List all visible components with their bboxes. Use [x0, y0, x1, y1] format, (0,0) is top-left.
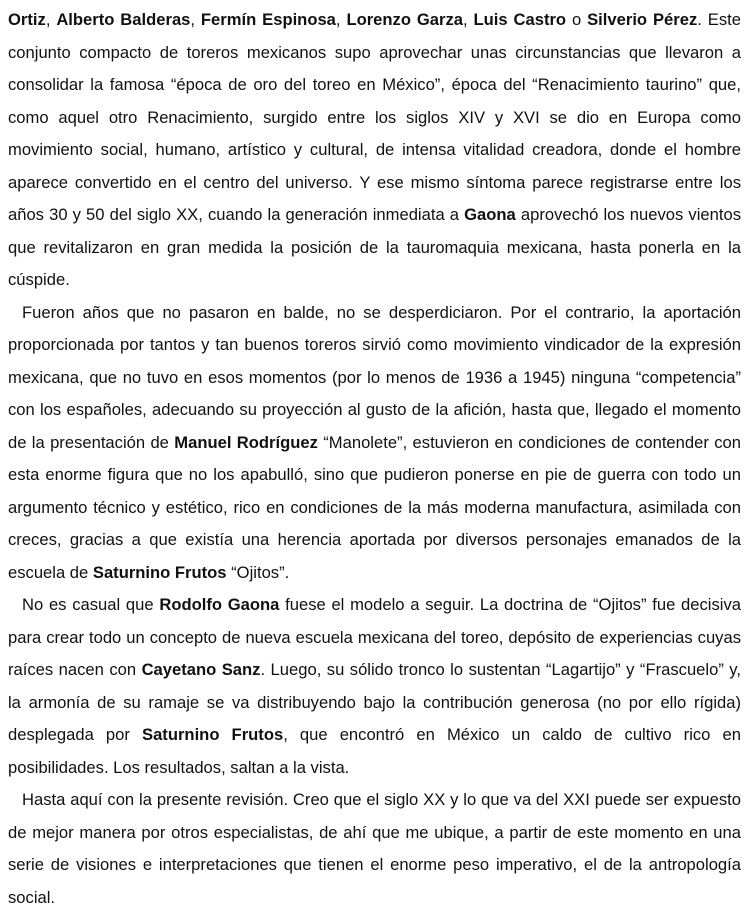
text-run: , — [190, 10, 201, 29]
text-run: “Ojitos”. — [226, 562, 290, 582]
name-alberto-balderas: Alberto Balderas — [56, 10, 191, 29]
text-run: aprovechó los nuevos vientos que revitalizaron en gran medida la posición de la tauromaquia mexicana, hasta ponerla en la cúspide. — [8, 205, 741, 289]
name-fermin-espinosa: Fermín Espinosa — [200, 10, 336, 29]
text-run: , que encontró en México un caldo de cultivo rico en posibilidades. Los resultados, saltan a la vista. — [8, 725, 741, 777]
paragraph-3 — [8, 589, 741, 784]
text-run: Fueron años que no pasaron en balde, no se desperdiciaron. Por el contrario, la aportación proporcionada por tantos y tan buenos toreros sirvió como movimiento vindicador de la expresión mexicana, que no tuvo en esos momentos (por lo menos de 1936 a 1945) ninguna “competencia” con los españoles, adecuando su proyección al gusto de la afición, hasta que, llegado el momento de la presentación de — [8, 302, 741, 452]
name-gaona: Gaona — [464, 205, 516, 224]
text-run: “Manolete”, estuvieron en condiciones de contender con esta enorme figura que no los apabulló, sino que pudieron ponerse en pie de guerra con todo un argumento técnico y estético, rico en condiciones de la más moderna manufactura, asimilada con creces, gracias a que existía una herencia aportada por diversos personajes emanados de la escuela de — [8, 432, 741, 582]
name-cayetano-sanz: Cayetano Sanz — [141, 660, 261, 679]
name-silverio-perez: Silverio Pérez — [587, 10, 698, 29]
text-run: , — [45, 10, 57, 29]
document-page — [8, 4, 741, 914]
text-run: , — [462, 10, 474, 29]
name-luis-castro: Luis Castro — [473, 10, 567, 29]
paragraph-4 — [8, 784, 741, 914]
name-ortiz: Ortiz — [8, 10, 46, 29]
text-run: o — [566, 10, 588, 29]
text-run: No es casual que — [22, 595, 160, 614]
text-run: fuese el modelo a seguir. La doctrina de “Ojitos” fue decisiva para crear todo un concepto de nueva escuela mexicana del toreo, depósito de experiencias cuyas raíces nacen con — [8, 595, 741, 679]
text-run: , — [335, 10, 347, 29]
name-rodolfo-gaona: Rodolfo Gaona — [159, 595, 280, 614]
name-manuel-rodriguez: Manuel Rodríguez — [174, 432, 318, 452]
text-run: Hasta aquí con la presente revisión. Creo que el siglo XX y lo que va del XXI puede ser expuesto de mejor manera por otros especialistas, de ahí que me ubique, a partir de este momento en una serie de visiones e interpretaciones que tienen el enorme peso imperativo, el de la antropología social. — [8, 790, 741, 907]
text-run: . Luego, su sólido tronco lo sustentan “Lagartijo” y “Frascuelo” y, la armonía de su ramaje se va distribuyendo bajo la contribución generosa (no por ello rígida) desplegada por — [8, 660, 741, 744]
paragraph-1 — [8, 4, 741, 297]
text-run: . Este conjunto compacto de toreros mexicanos supo aprovechar unas circunstancias que llevaron a consolidar la famosa “época de oro del toreo en México”, época del “Renacimiento taurino” que, como aquel otro Renacimiento, surgido entre los siglos XIV y XVI se dio en Europa como movimiento social, humano, artístico y cultural, de intensa vitalidad creadora, donde el hombre aparece convertido en el centro del universo. Y ese mismo síntoma parece registrarse entre los años 30 y 50 del siglo XX, cuando la generación inmediata a — [8, 10, 741, 224]
name-saturnino-frutos: Saturnino Frutos — [142, 725, 284, 744]
paragraph-2 — [8, 297, 741, 590]
name-lorenzo-garza: Lorenzo Garza — [346, 10, 463, 29]
name-saturnino-frutos: Saturnino Frutos — [92, 562, 227, 582]
